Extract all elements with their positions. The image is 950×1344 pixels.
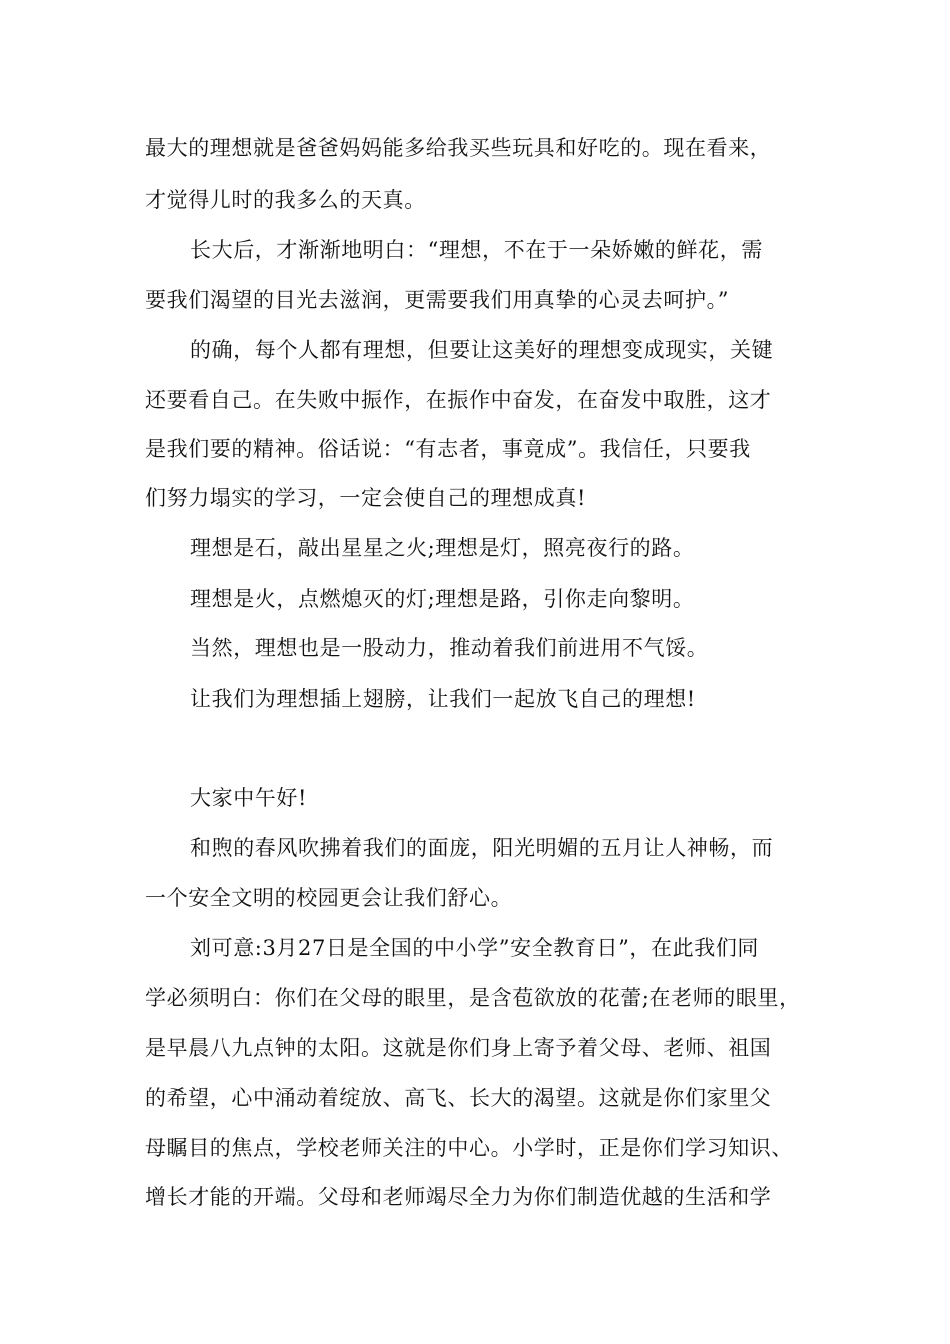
- text-line: 一个安全文明的校园更会让我们舒心。: [145, 886, 513, 910]
- text-line: 学必须明白：你们在父母的眼里，是含苞欲放的花蕾;在老师的眼里，: [145, 986, 801, 1010]
- text-line: 长大后，才渐渐地明白：“理想，不在于一朵娇嫩的鲜花，需: [190, 238, 763, 262]
- text-line: 的希望，心中涌动着绽放、高飞、长大的渴望。这就是你们家里父: [145, 1086, 772, 1110]
- text-line: 是早晨八九点钟的太阳。这就是你们身上寄予着父母、老师、祖国: [145, 1036, 772, 1060]
- text-line: 是我们要的精神。俗话说：“有志者，事竟成”。我信任，只要我: [145, 437, 751, 461]
- text-line: 们努力塌实的学习，一定会使自己的理想成真!: [145, 486, 587, 510]
- text-line: 最大的理想就是爸爸妈妈能多给我买些玩具和好吃的。现在看来，: [145, 136, 772, 160]
- text-line: 还要看自己。在失败中振作，在振作中奋发，在奋发中取胜，这才: [145, 388, 772, 412]
- text-line: 增长才能的开端。父母和老师竭尽全力为你们制造优越的生活和学: [145, 1185, 772, 1209]
- text-line: 理想是火，点燃熄灭的灯;理想是路，引你走向黎明。: [190, 587, 695, 611]
- text-line: 要我们渴望的目光去滋润，更需要我们用真挚的心灵去呵护。”: [145, 288, 730, 312]
- text-line: 理想是石，敲出星星之火;理想是灯，照亮夜行的路。: [190, 536, 695, 560]
- text-line: 刘可意:3月27日是全国的中小学”安全教育日”，在此我们同: [190, 936, 760, 960]
- text-line: 当然，理想也是一股动力，推动着我们前进用不气馁。: [190, 636, 709, 660]
- text-line: 大家中午好!: [190, 786, 308, 810]
- text-line: 母瞩目的焦点，学校老师关注的中心。小学时，正是你们学习知识、: [145, 1136, 793, 1160]
- text-line: 才觉得儿时的我多么的天真。: [145, 188, 426, 212]
- text-line: 的确，每个人都有理想，但要让这美好的理想变成现实，关键: [190, 338, 774, 362]
- text-line: 让我们为理想插上翅膀，让我们一起放飞自己的理想!: [190, 687, 696, 711]
- text-line: 和煦的春风吹拂着我们的面庞，阳光明媚的五月让人神畅，而: [190, 836, 774, 860]
